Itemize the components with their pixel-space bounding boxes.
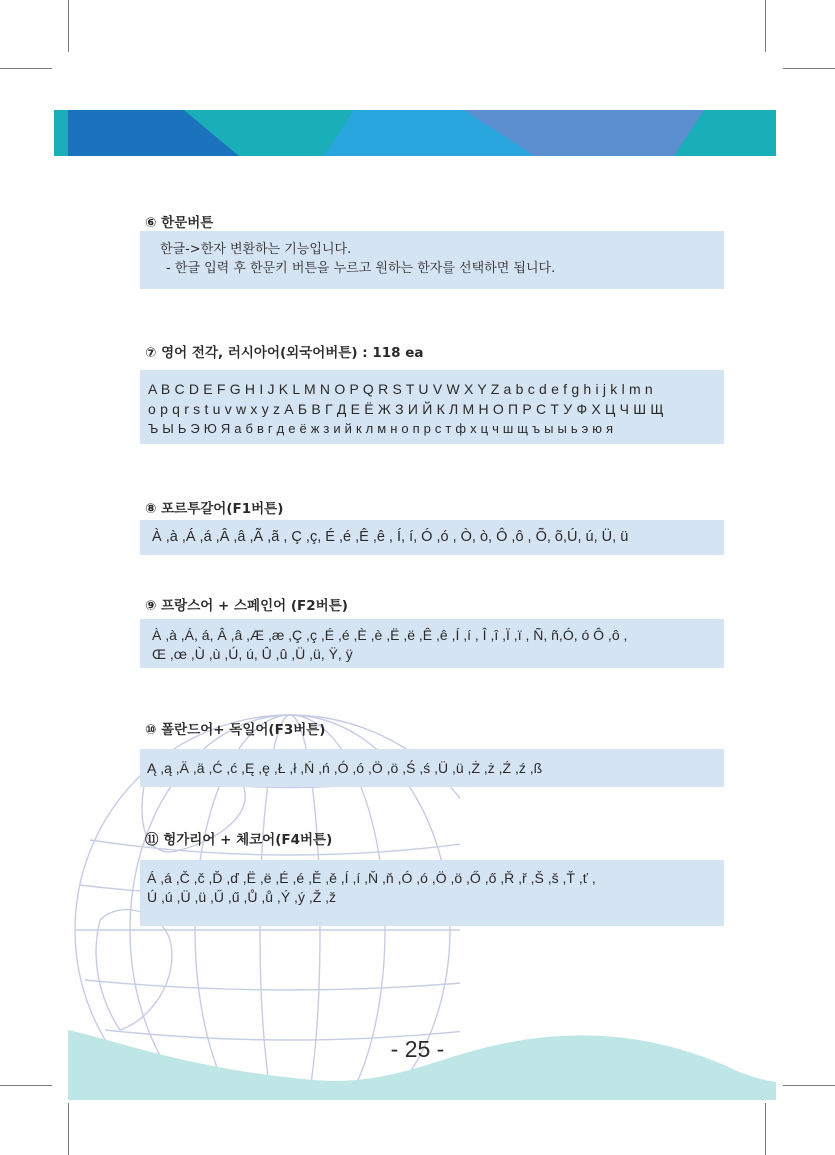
french-spanish-characters-box bbox=[140, 619, 724, 668]
polish-german-characters-box bbox=[140, 749, 724, 787]
character-line: À ,à ,Á, á, Â ,â ,Æ ,æ ,Ç ,ç ,É ,é ,È ,è ,Ë ,ë ,Ê ,ê ,Í ,í , Î ,î ,Ï ,ï , Ñ, ñ,Ó, ó Ô ,ô , bbox=[152, 627, 628, 643]
section-title-english-russian: ⑦ 영어 전각, 러시아어(외국어버튼) : 118 ea bbox=[145, 345, 424, 361]
section-title-hungarian-czech: ⑪ 헝가리어 + 체코어(F4버튼) bbox=[145, 832, 333, 848]
character-line: Ą ,ą ,Ä ,ä ,Ć ,ć ,Ę ,ę ,Ł ,ł ,Ń ,ń ,Ó ,ó ,Ö ,ö ,Ś ,ś ,Ü ,ü ,Ż ,ż ,Ź ,ź ,ß bbox=[147, 760, 543, 776]
crop-mark bbox=[783, 68, 835, 69]
hanja-description-box bbox=[140, 231, 724, 289]
character-line: Œ ,œ ,Ù ,ù ,Ú, ú, Û ,û ,Ü ,ü, Ÿ, ÿ bbox=[152, 646, 353, 662]
crop-mark bbox=[765, 1103, 766, 1155]
description-line: 한글->한자 변환하는 기능입니다. bbox=[160, 242, 352, 257]
crop-mark bbox=[68, 1103, 69, 1155]
section-title-french-spanish: ⑨ 프랑스어 + 스페인어 (F2버튼) bbox=[145, 598, 348, 614]
description-line: - 한글 입력 후 한문키 버튼을 누르고 원하는 한자를 선택하면 됩니다. bbox=[166, 261, 556, 276]
page-number: - 25 - bbox=[390, 1036, 445, 1062]
character-line: o p q r s t u v w x y z А Б В Г Д Е Ё Ж З И Й К Л М Н О П Р С Т У Ф Х Ц Ч Ш Щ bbox=[148, 401, 664, 417]
section-title-hanja: ⑥ 한문버튼 bbox=[145, 215, 214, 231]
portuguese-characters-box bbox=[140, 520, 724, 555]
crop-mark bbox=[68, 0, 69, 52]
crop-mark bbox=[765, 0, 766, 52]
hungarian-czech-characters-box bbox=[140, 860, 724, 926]
header-banner bbox=[54, 110, 776, 156]
character-line: Á ,á ,Č ,č ,Ď ,ď ,Ë ,ë ,É ,é ,Ě ,ě ,Í ,í ,Ň ,ň ,Ó ,ó ,Ö ,ö ,Ő ,ő ,Ř ,ř ,Š ,š ,Ť ,ť , bbox=[147, 870, 596, 886]
character-line: Ъ Ы Ь Э Ю Я а б в г д е ё ж з и й к л м н о п р с т ф х ц ч ш щ ъ ы ы ь э ю я bbox=[148, 421, 614, 436]
section-title-polish-german: ⑩ 폴란드어+ 독일어(F3버튼) bbox=[145, 722, 326, 738]
section-title-portuguese: ⑧ 포르투갈어(F1버튼) bbox=[145, 501, 284, 517]
character-line: A B C D E F G H I J K L M N O P Q R S T U V W X Y Z a b c d e f g h i j k l m n bbox=[148, 381, 653, 397]
character-line: À ,à ,Á ,á ,Â ,â ,Ã ,ã , Ç ,ç, É ,é ,Ê ,ê , Í, í, Ó ,ó , Ò, ò, Ô ,ô , Õ, õ,Ú, ú, Ü, ü bbox=[152, 529, 629, 545]
character-line: Ú ,ú ,Ü ,ü ,Ű ,ű ,Ů ,ů ,Ý ,ý ,Ž ,ž bbox=[147, 889, 337, 905]
crop-mark bbox=[0, 68, 52, 69]
english-russian-characters-box bbox=[140, 370, 724, 444]
crop-mark bbox=[783, 1085, 835, 1086]
